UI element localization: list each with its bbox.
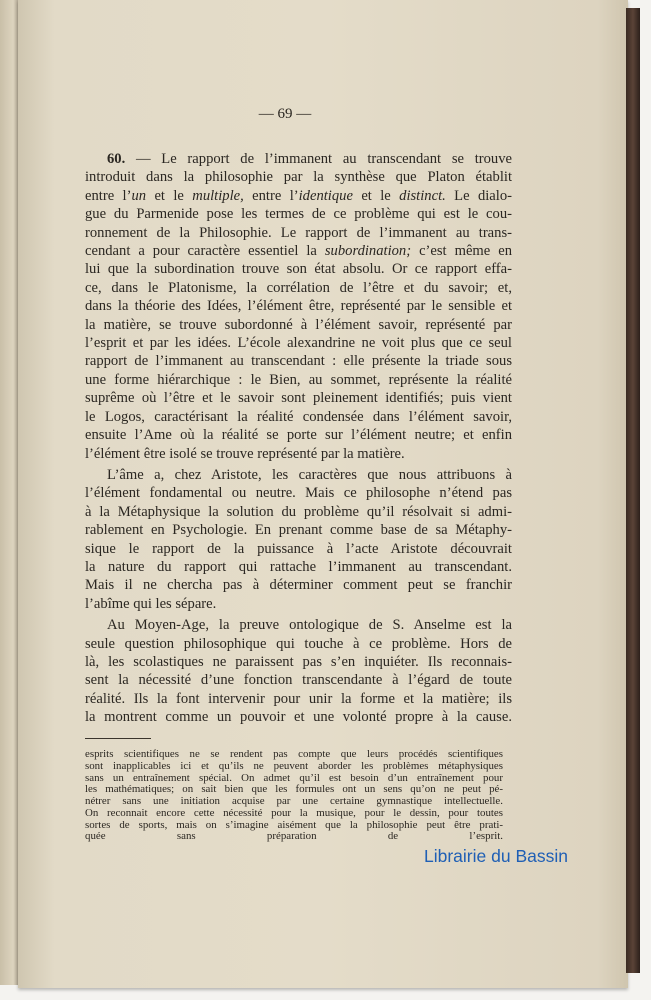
page-number: — 69 — <box>258 106 312 122</box>
footnote-rule <box>85 738 151 739</box>
text: rablement en Psychologie. En prenant comme base de sa Métaphy- <box>85 522 512 539</box>
text: et le <box>352 187 400 204</box>
italic-text: identique <box>298 187 353 204</box>
footnote-line: les mathématiques; on sait bien que les formules ont un sens qu’on ne peut pé- <box>85 783 503 796</box>
text-line <box>85 503 512 521</box>
text: seule question philosophique qui touche à ce problème. Hors de <box>85 635 512 652</box>
text-line <box>85 558 512 576</box>
text: la matière, se trouve subordonné à l’élément savoir, représenté par <box>85 316 512 333</box>
footnote-line: sans un entraînement spécial. On admet qu’il est besoin d’un entraînement pour <box>85 771 503 784</box>
text: gue du Parmenide pose les termes de ce problème qui est le cou- <box>85 206 512 223</box>
text-line <box>85 150 512 168</box>
text-line <box>85 316 512 334</box>
text: Mais il ne chercha pas à déterminer comment peut se franchir <box>85 577 512 594</box>
text-line <box>85 242 512 260</box>
text: introduit dans la philosophie par la synthèse que Platon établit <box>85 169 512 186</box>
text: rapport de l’immanent au transcendant : elle présente la triade sous <box>85 353 512 370</box>
text: l’élément fondamental ou neutre. Mais ce philosophe n’étend pas <box>85 485 512 502</box>
text: la montrent comme un pouvoir et une volonté propre à la cause. <box>85 709 512 726</box>
paragraph <box>85 466 512 613</box>
text: l’élément être isolé se trouve représenté par la matière. <box>85 445 405 462</box>
text: la nature du rapport qui rattache l’immanent au transcendant. <box>85 558 512 575</box>
italic-text: distinct. <box>399 187 446 204</box>
text-line <box>85 279 512 297</box>
text: — Le rapport de l’immanent au transcendant se trouve <box>125 151 512 167</box>
text-line <box>85 484 512 502</box>
text-line <box>85 426 512 444</box>
text: entre l’ <box>243 187 299 204</box>
text: le Logos, caractérisant la réalité condensée dans l’élément savoir, <box>85 408 512 425</box>
text: et le <box>146 187 193 204</box>
text-line <box>85 635 512 653</box>
italic-text: un <box>131 187 147 204</box>
text: Au Moyen-Age, la preuve ontologique de S. Anselme est la <box>107 617 512 634</box>
text-line <box>85 466 512 484</box>
text-line <box>85 389 512 407</box>
text-line <box>85 408 512 426</box>
text-line <box>85 576 512 594</box>
italic-text: subordination; <box>324 243 412 260</box>
text: lui que la subordination trouve son état absolu. Or ce rapport effa- <box>85 261 512 278</box>
paragraph <box>85 150 512 463</box>
main-text <box>85 150 512 730</box>
paragraph <box>85 616 512 726</box>
text: l’abîme qui les sépare. <box>85 595 217 612</box>
text-line <box>85 297 512 315</box>
footnote-line: esprits scientifiques ne se rendent pas compte que leurs procédés scientifiques <box>85 748 503 760</box>
footnote <box>85 749 503 843</box>
text-line <box>85 521 512 539</box>
italic-text: multiple, <box>192 187 244 204</box>
text-line <box>85 352 512 370</box>
text-line <box>85 653 512 671</box>
text: une forme hiérarchique : le Bien, au sommet, représente la réalité <box>85 371 512 388</box>
text-line <box>85 187 512 205</box>
text: cendant a pour caractère essentiel la <box>85 243 325 260</box>
watermark: Librairie du Bassin <box>424 846 568 866</box>
text: entre l’ <box>85 187 132 204</box>
text: ensuite l’Ame où la réalité se porte sur l’élément neutre; et enfin <box>85 427 512 444</box>
text: là, les scolastiques ne paraissent pas s’en inquiéter. Ils reconnais- <box>85 653 512 670</box>
text: sique le rapport de la puissance à l’acte Aristote découvrait <box>85 540 512 557</box>
text: réalité. Ils la font intervenir pour unir la forme et la matière; ils <box>85 690 512 707</box>
text: à la Métaphysique la solution du problème qu’il résolvait si admi- <box>85 503 512 520</box>
text: ce, dans le Platonisme, la corrélation de l’être et du savoir; et, <box>85 279 512 296</box>
text-line <box>85 334 512 352</box>
text: l’esprit et par les idées. L’école alexandrine ne voit plus que ce seul <box>85 335 512 352</box>
text: L’âme a, chez Aristote, les caractères que nous attribuons à <box>107 466 512 483</box>
book-spine <box>626 8 640 973</box>
text-line <box>85 616 512 634</box>
text-line <box>85 540 512 558</box>
footnote-line: On reconnait encore cette nécessité pour la musique, pour le dessin, pour toutes <box>85 806 503 819</box>
text-line <box>85 595 512 613</box>
text: sent la nécessité d’une fonction transcendante à l’égard de toute <box>85 672 512 689</box>
footnote-line: sont inapplicables ici et qu’ils ne peuvent aborder les problèmes métaphysiques <box>85 759 503 772</box>
text: suprême où l’être et le savoir sont pleinement identifiés; puis vient <box>85 390 512 407</box>
footnote-line: sortes de sports, mais on s’imagine aisément que la philosophie peut être prati- <box>85 818 503 831</box>
text-line <box>85 205 512 223</box>
text-line <box>85 371 512 389</box>
text: dans la théorie des Idées, l’élément être, représenté par le sensible et <box>85 298 512 315</box>
section-number: 60. <box>107 151 126 167</box>
text-line <box>85 445 512 463</box>
text-line <box>85 224 512 242</box>
text-line <box>85 260 512 278</box>
text: ronnement de la Philosophie. Le rapport de l’immanent au trans- <box>85 224 512 241</box>
text-line <box>85 690 512 708</box>
text: c’est même en <box>411 243 512 260</box>
footnote-line: quée sans préparation de l’esprit. <box>85 830 503 843</box>
text-line <box>85 168 512 186</box>
text-line <box>85 671 512 689</box>
text-line <box>85 708 512 726</box>
footnote-line: nétrer sans une initiation acquise par une certaine gymnastique intellectuelle. <box>85 795 503 807</box>
text: Le dialo- <box>445 187 512 204</box>
